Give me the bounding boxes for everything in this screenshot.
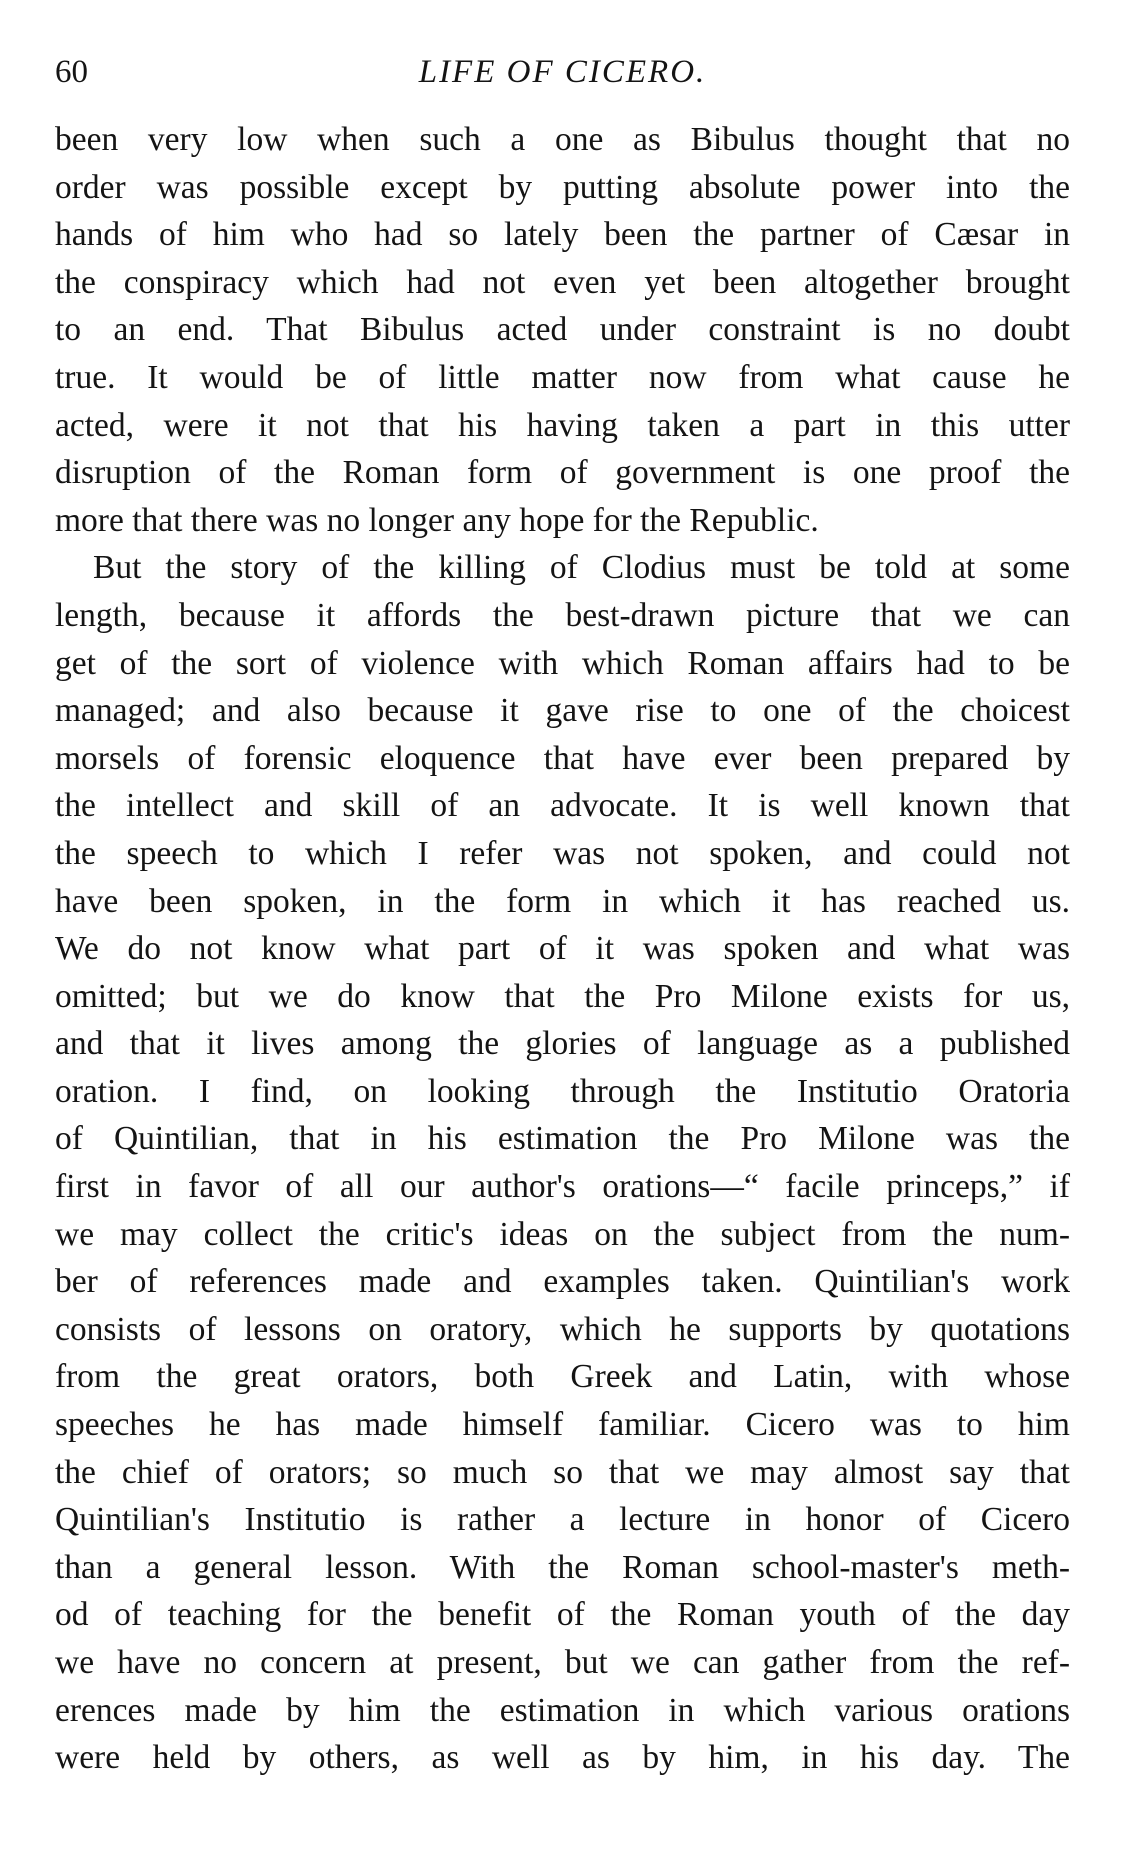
text-line: from the great orators, both Greek and Latin, with whose bbox=[55, 1358, 1070, 1396]
text-line: the chief of orators; so much so that we may almost say that bbox=[55, 1453, 1070, 1491]
text-line: than a general lesson. With the Roman school-master's meth- bbox=[55, 1548, 1070, 1586]
text-line: get of the sort of violence with which Roman affairs had to be bbox=[55, 644, 1070, 682]
text-line: and that it lives among the glories of language as a published bbox=[55, 1025, 1070, 1063]
text-line: we have no concern at present, but we can gather from the ref- bbox=[55, 1644, 1070, 1681]
text-line: of Quintilian, that in his estimation the Pro Milone was the bbox=[55, 1120, 1070, 1158]
text-line: been very low when such a one as Bibulus thought that no bbox=[55, 121, 1070, 158]
running-title: LIFE OF CICERO. bbox=[418, 54, 707, 90]
text-line: order was possible except by putting absolute power into the bbox=[55, 168, 1070, 206]
running-head bbox=[55, 52, 1070, 92]
text-line: were held by others, as well as by him, in his day. The bbox=[55, 1739, 1070, 1777]
text-line: the intellect and skill of an advocate. It is well known that bbox=[55, 787, 1070, 825]
text-line: length, because it affords the best-drawn picture that we can bbox=[55, 596, 1070, 634]
text-line: we may collect the critic's ideas on the subject from the num- bbox=[55, 1215, 1070, 1253]
text-line: omitted; but we do know that the Pro Milone exists for us, bbox=[55, 977, 1070, 1015]
text-line: consists of lessons on oratory, which he supports by quotations bbox=[55, 1310, 1070, 1348]
text-line: Quintilian's Institutio is rather a lecture in honor of Cicero bbox=[55, 1501, 1070, 1539]
body-text bbox=[55, 116, 1070, 1782]
text-line: disruption of the Roman form of government is one proof the bbox=[55, 454, 1070, 492]
text-line: ber of references made and examples taken. Quintilian's work bbox=[55, 1263, 1070, 1301]
text-line: hands of him who had so lately been the partner of Cæsar in bbox=[55, 216, 1070, 254]
text-line: But the story of the killing of Clodius must be told at some bbox=[93, 549, 1070, 587]
text-line: true. It would be of little matter now from what cause he bbox=[55, 358, 1070, 396]
paragraph-2 bbox=[55, 544, 1070, 1781]
text-line: speeches he has made himself familiar. Cicero was to him bbox=[55, 1406, 1070, 1444]
text-line: morsels of forensic eloquence that have ever been prepared by bbox=[55, 739, 1070, 777]
text-line: acted, were it not that his having taken a part in this utter bbox=[55, 406, 1070, 444]
text-line: first in favor of all our author's orations—“ facile princeps,” if bbox=[55, 1168, 1070, 1206]
text-line: have been spoken, in the form in which it has reached us. bbox=[55, 882, 1070, 920]
text-line: oration. I find, on looking through the Institutio Oratoria bbox=[55, 1072, 1070, 1110]
page-number: 60 bbox=[55, 54, 88, 90]
text-line: the conspiracy which had not even yet been altogether brought bbox=[55, 263, 1070, 301]
text-line: more that there was no longer any hope for the Republic. bbox=[55, 501, 819, 539]
paragraph-1 bbox=[55, 116, 1070, 544]
text-line: managed; and also because it gave rise to one of the choicest bbox=[55, 692, 1070, 730]
text-line: od of teaching for the benefit of the Roman youth of the day bbox=[55, 1596, 1070, 1634]
text-line: erences made by him the estimation in which various orations bbox=[55, 1691, 1070, 1729]
text-line: to an end. That Bibulus acted under constraint is no doubt bbox=[55, 311, 1070, 349]
text-line: the speech to which I refer was not spoken, and could not bbox=[55, 834, 1070, 872]
text-line: We do not know what part of it was spoken and what was bbox=[55, 930, 1070, 968]
